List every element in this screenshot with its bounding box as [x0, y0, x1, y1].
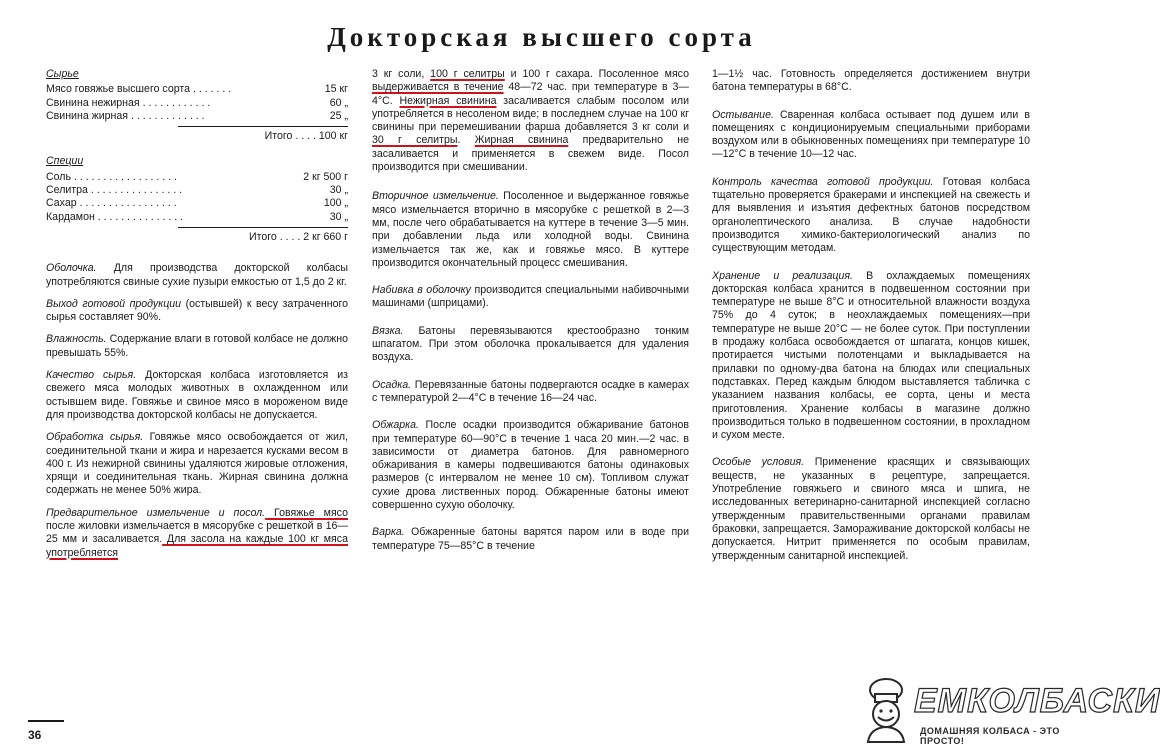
- logo-subtitle: ДОМАШНЯЯ КОЛБАСА - ЭТО ПРОСТО!: [920, 726, 1060, 746]
- raw-item-label: Свинина жирная . . . . . . . . . . . . .: [46, 109, 205, 122]
- spices-heading: Специи: [46, 155, 84, 168]
- raw-item-row: [46, 83, 348, 96]
- label-quality-control: Контроль качества готовой продукции.: [712, 175, 934, 188]
- spice-item-row: [46, 211, 348, 224]
- label-special-conditions: Особые условия.: [712, 456, 805, 469]
- raw-heading: Сырье: [46, 68, 79, 80]
- paragraph-readiness: 1—1½ час. Готовность определяется достижением внутри батона температуры в 68°С.: [712, 68, 1030, 94]
- spice-item-row: [46, 171, 348, 184]
- column-3: [712, 68, 1030, 563]
- text-stuffing: производится специальными набивочными машинами (шприцами).: [372, 284, 689, 310]
- label-cooking: Варка.: [372, 526, 405, 539]
- text-raw-processing: Говяжье мясо освобождается от жил, соединительной ткани и жира и нарезается кусками весом в 400 г. Из нежирной свинины удаляются жировые отложения, хрящи и соединительная ткань. Жирная свинина должна содержать не менее 50% жира.: [46, 431, 348, 497]
- text-cooling: Сваренная колбаса остывает под душем или в помещениях с кондиционируемым специальными приборами воздухом или в обыкновенных помещениях при температуре 10—12°С в течение 10—12 час.: [712, 108, 1030, 161]
- highlight-saltpeter-100: 100 г селитры: [430, 68, 505, 80]
- paragraph-moisture: [46, 333, 348, 360]
- text-special-conditions: Применение красящих и связывающих веществ, не указанных в рецептуре, запрещается. Употребление говяжьего и свиного мяса и шпига, не исследованных ветеринарно-санитарной инспекцией согласно утвержденным правительственными органами правилам браковки, запрещается. Замораживание докторской колбасы не допускается. Нитрит применяется по особым правилам, утвержденным санитарной инспекцией.: [712, 456, 1030, 562]
- spice-item-value: 30 „: [329, 210, 348, 223]
- highlight-lean-pork: Нежирная свинина: [399, 94, 497, 107]
- divider: [178, 227, 348, 228]
- highlight-aging: выдерживается в течение: [372, 81, 504, 94]
- paragraph-salting-cont: [372, 68, 689, 174]
- label-roasting: Обжарка.: [372, 419, 419, 432]
- highlight-fat-pork: Жирная свинина: [474, 134, 569, 147]
- label-tying: Вязка.: [372, 324, 404, 337]
- column-2: [372, 68, 689, 553]
- raw-item-value: 60 „: [329, 96, 348, 109]
- divider: [178, 126, 348, 127]
- page-title: Докторская высшего сорта: [327, 22, 756, 52]
- spices-list: [46, 171, 348, 224]
- paragraph-raw-processing: [46, 431, 348, 497]
- paragraph-cooling: [712, 109, 1030, 162]
- paragraph-second-grinding: [372, 190, 689, 270]
- column-1: [46, 66, 348, 560]
- spice-item-value: 2 кг 500 г: [303, 170, 348, 183]
- text-casing: Для производства докторской колбасы употребляются свиные сухие пузыри емкостью от 1,5 до 2 кг.: [46, 262, 348, 288]
- text-settling: Перевязанные батоны подвергаются осадке в камерах с температурой 2—4°С в течение 16—24 час.: [372, 378, 689, 404]
- paragraph-pre-grinding: [46, 507, 348, 560]
- text-tying: Батоны перевязываются крестообразно тонким шпагатом. При этом оболочка прокалывается для удаления воздуха.: [372, 324, 689, 364]
- text-fragment: предварительно не засаливается и применяется в свежем виде. Посол производится при смешивании.: [372, 134, 689, 174]
- highlight-beef: Говяжье мясо: [265, 506, 348, 519]
- paragraph-quality-control: [712, 176, 1030, 256]
- label-settling: Осадка.: [372, 378, 412, 391]
- text-cooking: Обжаренные батоны варятся паром или в воде при температуре 75—85°С в течение: [372, 526, 689, 552]
- text-pre-grinding: после жиловки измельчается в мясорубке с решеткой в 16—25 мм и засаливается.: [46, 520, 348, 546]
- paragraph-yield: [46, 298, 348, 325]
- text-moisture: Содержание влаги в готовой колбасе не должно превышать 55%.: [46, 333, 348, 359]
- paragraph-raw-quality: [46, 369, 348, 422]
- text-fragment: 3 кг соли,: [372, 68, 431, 80]
- spice-item-value: 30 „: [329, 184, 348, 197]
- paragraph-tying: [372, 325, 689, 365]
- raw-item-value: 25 „: [329, 109, 348, 122]
- label-stuffing: Набивка в оболочку: [372, 284, 471, 297]
- raw-list: [46, 83, 348, 123]
- text-fragment: и 100 г сахара. Посоленное мясо: [504, 68, 689, 80]
- label-pre-grinding: Предварительное измельчение и посол.: [46, 506, 266, 519]
- spice-item-row: [46, 184, 348, 197]
- text-roasting: После осадки производится обжаривание батонов при температуре 60—90°С в течение 1 часа 20 мин.—2 час. в зависимости от диаметра батонов. Для равномерного обжаривания в камеры подвешиваются батоны одинаковых размеров (с интервалом не менее 10 см). Топливом служат сухие дрова лиственных пород. Обжаренные батоны имеют совершенно сухую оболочку.: [372, 419, 689, 512]
- spice-item-value: 100 „: [323, 197, 348, 210]
- logo-text: ЕМКОЛБАСКИ: [914, 682, 1160, 720]
- spice-item-label: Селитра . . . . . . . . . . . . . . . .: [46, 184, 183, 197]
- paragraph-storage: [712, 270, 1030, 443]
- spice-item-label: Кардамон . . . . . . . . . . . . . . .: [46, 210, 184, 223]
- spice-item-label: Сахар . . . . . . . . . . . . . . . . .: [46, 197, 177, 210]
- label-second-grinding: Вторичное измельчение.: [372, 190, 499, 203]
- label-raw-processing: Обработка сырья.: [46, 431, 144, 444]
- text-fragment: .: [457, 134, 475, 147]
- highlight-salting: Для засола на каждые 100 кг мяса употребляется: [46, 533, 348, 559]
- spice-item-label: Соль . . . . . . . . . . . . . . . . . .: [46, 170, 177, 183]
- raw-item-value: 15 кг: [324, 83, 348, 96]
- text-fragment: 48—72 час. при температуре в 3—4°С.: [372, 81, 689, 107]
- text-raw-quality: Докторская колбаса изготовляется из свежего мяса молодых животных в охлажденном или остывшем виде. Говяжье и свиное мясо в мороженом виде для производства докторской колбасы не допускается.: [46, 369, 348, 421]
- chef-icon: [858, 676, 914, 744]
- label-cooling: Остывание.: [712, 108, 774, 121]
- label-raw-quality: Качество сырья.: [46, 369, 137, 382]
- text-yield: (остывшей) к весу затраченного сырья составляет 90%.: [46, 297, 348, 324]
- raw-item-label: Мясо говяжье высшего сорта . . . . . . .: [46, 83, 232, 96]
- label-casing: Оболочка.: [46, 262, 97, 275]
- raw-item-label: Свинина нежирная . . . . . . . . . . . .: [46, 96, 211, 109]
- raw-item-row: [46, 110, 348, 123]
- raw-total: Итого . . . . 100 кг: [264, 130, 348, 143]
- paragraph-stuffing: [372, 284, 689, 311]
- page-number: 36: [28, 728, 42, 742]
- label-yield: Выход готовой продукции: [46, 297, 182, 310]
- spice-item-row: [46, 197, 348, 210]
- label-storage: Хранение и реализация.: [712, 269, 853, 282]
- highlight-saltpeter-30: 30 г селитры: [372, 134, 458, 147]
- watermark-logo: [858, 676, 1160, 746]
- raw-item-row: [46, 97, 348, 110]
- text-fragment: засаливается слабым посолом или употребляется в несоленом виде; в последнем случае на 100 кг свинины при перемешивании фарша добавляется 3 кг соли и: [372, 94, 690, 134]
- text-quality-control: Готовая колбаса тщательно проверяется бракерами и инспекцией на свежесть и для выявления и изъятия дефектных батонов посредством органолептического анализа. В случае надобности производится химико-бактериологический анализ по существующим методам.: [712, 175, 1030, 255]
- paragraph-casing: [46, 262, 348, 289]
- paragraph-roasting: [372, 419, 689, 512]
- spices-total: Итого . . . . 2 кг 660 г: [248, 230, 348, 243]
- paragraph-settling: [372, 379, 689, 406]
- paragraph-special-conditions: [712, 456, 1030, 562]
- text-storage: В охлаждаемых помещениях докторская колбаса хранится в подвешенном состоянии при температуре не выше 8°С и относительной влажности воздуха 75% до 4 суток; в неохлаждаемых помещениях—при температуре не выше 20°С — не более суток. При поступлении в продажу колбаса освобождается от шпагата, концов кишек, протирается чистыми полотенцами и выкладывается на прилавки по одному-два батона на блюдах или специальных подставках. Перед каждым блюдом выставляется табличка с указанием названия колбасы, ее сорта, цены и места приготовления. Хранение колбасы в магазине должно производиться только в подвешенном состоянии, в прохладном и сухом месте.: [712, 269, 1030, 442]
- page-number-rule: [28, 720, 64, 722]
- paragraph-cooking: [372, 526, 689, 553]
- text-second-grinding: Посоленное и выдержанное говяжье мясо измельчается вторично в мясорубке с решеткой в 2—3 мм, после чего обрабатывается на куттере в течение 3—5 мин. при добавлении льда или холодной воды. Свинина измельчается так же, как и говяжье мясо. В куттере производится окончательный процесс смешивания.: [372, 190, 690, 269]
- label-moisture: Влажность.: [46, 333, 107, 346]
